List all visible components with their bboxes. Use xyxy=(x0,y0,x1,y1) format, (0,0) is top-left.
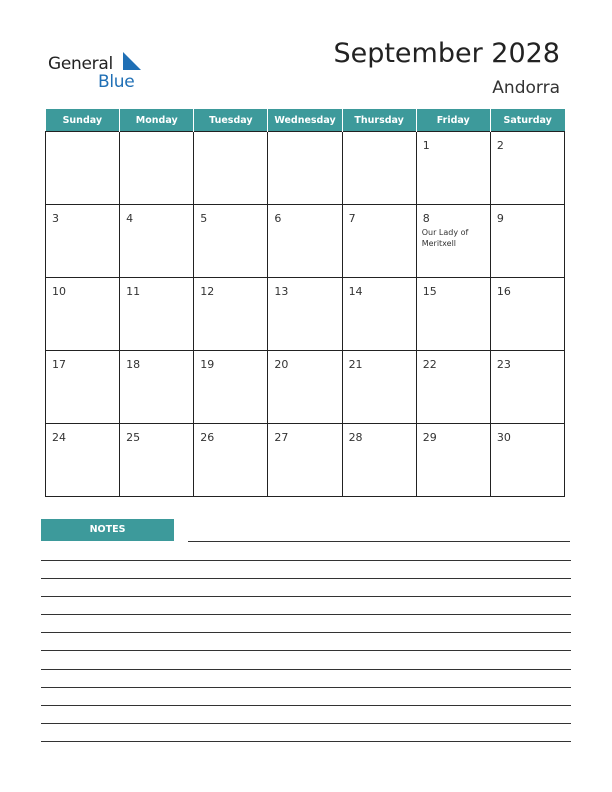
weekday-header: Monday xyxy=(120,109,194,132)
day-cell xyxy=(416,205,490,278)
weekday-header: Saturday xyxy=(490,109,564,132)
notes-line xyxy=(41,614,571,615)
calendar-grid xyxy=(45,109,565,497)
weekday-header: Friday xyxy=(416,109,490,132)
day-cell xyxy=(268,205,342,278)
day-cell xyxy=(194,424,268,497)
day-cell xyxy=(490,351,564,424)
day-number: 17 xyxy=(52,358,66,371)
day-cell xyxy=(46,424,120,497)
day-number: 4 xyxy=(126,212,134,225)
day-number: 24 xyxy=(52,431,66,444)
day-cell xyxy=(268,278,342,351)
weekday-header: Sunday xyxy=(46,109,120,132)
day-cell xyxy=(46,351,120,424)
holiday-label: Our Lady of Meritxell xyxy=(421,228,469,248)
day-cell xyxy=(342,132,416,205)
day-cell xyxy=(490,278,564,351)
day-number: 18 xyxy=(126,358,141,371)
weekday-header-row xyxy=(46,109,565,132)
day-number: 19 xyxy=(200,358,215,371)
day-number: 3 xyxy=(52,212,59,225)
day-number: 16 xyxy=(496,285,511,298)
day-number: 1 xyxy=(422,139,430,152)
day-cell xyxy=(46,205,120,278)
weekday-header: Wednesday xyxy=(268,109,342,132)
week-row xyxy=(46,278,565,351)
day-cell xyxy=(490,424,564,497)
day-number: 11 xyxy=(126,285,141,298)
day-number: 21 xyxy=(348,358,363,371)
day-cell xyxy=(120,132,194,205)
day-number: 22 xyxy=(422,358,437,371)
day-number: 28 xyxy=(348,431,363,444)
notes-line xyxy=(41,687,571,688)
day-cell xyxy=(46,278,120,351)
day-number: 14 xyxy=(348,285,363,298)
day-cell xyxy=(268,351,342,424)
day-cell xyxy=(342,278,416,351)
week-row xyxy=(46,205,565,278)
page-title: September 2028 xyxy=(333,38,560,69)
notes-line xyxy=(41,632,571,633)
notes-line xyxy=(41,578,571,579)
day-cell xyxy=(342,205,416,278)
day-cell xyxy=(194,132,268,205)
day-cell xyxy=(416,424,490,497)
day-cell xyxy=(46,132,120,205)
day-number: 23 xyxy=(496,358,511,371)
notes-header: NOTES xyxy=(41,519,174,541)
day-cell xyxy=(342,351,416,424)
notes-line xyxy=(41,596,571,597)
notes-line xyxy=(41,650,571,651)
day-cell xyxy=(268,424,342,497)
country-name: Andorra xyxy=(492,78,560,98)
notes-line xyxy=(41,723,571,724)
notes-line xyxy=(188,541,570,542)
day-number: 25 xyxy=(126,431,141,444)
week-row xyxy=(46,424,565,497)
brand-logo xyxy=(48,52,148,92)
day-number: 7 xyxy=(348,212,356,225)
day-cell xyxy=(490,205,564,278)
notes-line xyxy=(41,560,571,561)
notes-line xyxy=(41,705,571,706)
day-cell xyxy=(268,132,342,205)
logo-text-blue: Blue xyxy=(98,72,135,92)
day-number: 20 xyxy=(274,358,289,371)
day-number: 2 xyxy=(496,139,504,152)
day-cell xyxy=(194,351,268,424)
day-cell xyxy=(120,424,194,497)
day-cell xyxy=(120,351,194,424)
day-number: 26 xyxy=(200,431,215,444)
day-cell xyxy=(120,205,194,278)
day-number: 13 xyxy=(274,285,289,298)
day-number: 29 xyxy=(422,431,437,444)
day-cell xyxy=(490,132,564,205)
day-cell xyxy=(194,278,268,351)
day-number: 8 xyxy=(422,212,430,225)
day-cell xyxy=(416,351,490,424)
day-cell xyxy=(416,278,490,351)
day-number: 9 xyxy=(496,212,504,225)
week-row xyxy=(46,351,565,424)
day-number: 5 xyxy=(200,212,208,225)
day-number: 6 xyxy=(274,212,282,225)
logo-text-general: General xyxy=(48,54,113,74)
weekday-header: Thursday xyxy=(342,109,416,132)
day-number: 27 xyxy=(274,431,289,444)
day-number: 10 xyxy=(52,285,66,298)
notes-line xyxy=(41,741,571,742)
day-number: 30 xyxy=(496,431,511,444)
day-number: 12 xyxy=(200,285,215,298)
day-cell xyxy=(416,132,490,205)
day-cell xyxy=(194,205,268,278)
notes-line xyxy=(41,669,571,670)
day-cell xyxy=(342,424,416,497)
day-number: 15 xyxy=(422,285,437,298)
week-row xyxy=(46,132,565,205)
logo-triangle-icon xyxy=(123,52,141,70)
weekday-header: Tuesday xyxy=(194,109,268,132)
day-cell xyxy=(120,278,194,351)
